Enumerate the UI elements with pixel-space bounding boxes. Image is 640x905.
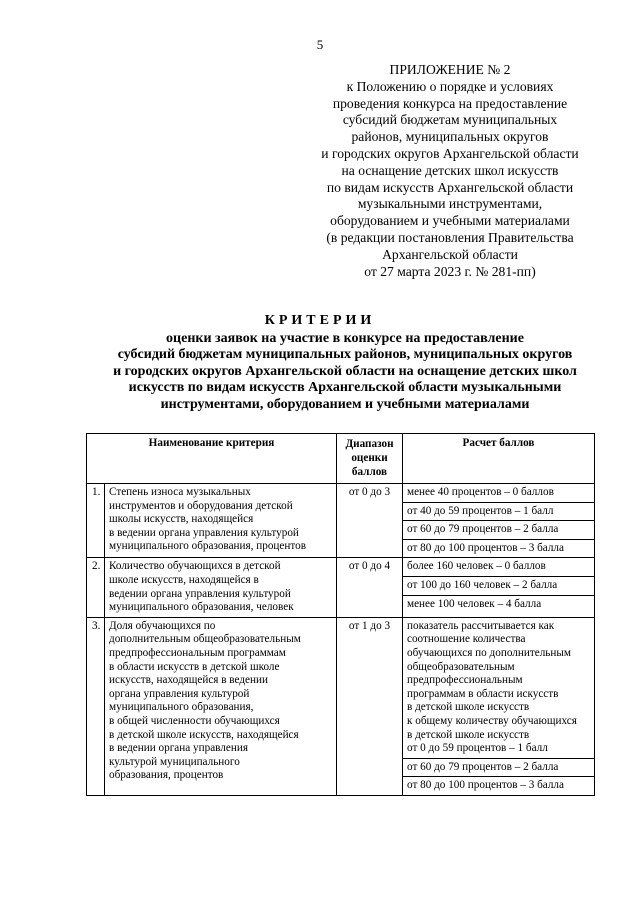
criterion-name-line: Количество обучающихся в детской [109, 560, 281, 573]
appendix-line: ПРИЛОЖЕНИЕ № 2 [389, 62, 511, 77]
table-row [87, 484, 595, 558]
calculation-line: к общему количеству обучающихся [407, 714, 577, 727]
criterion-name-line: в ведении органа управления [109, 742, 248, 755]
score-calculation [403, 617, 595, 795]
criterion-name [105, 484, 337, 558]
criterion-name-line: школы искусств, находящейся [109, 513, 254, 526]
criterion-name-line: предпрофессиональным программам [109, 646, 286, 659]
score-rule: от 40 до 59 процентов – 1 балл [403, 503, 594, 522]
criterion-name-line: образования, процентов [109, 769, 224, 782]
appendix-line: к Положению о порядке и условиях [346, 78, 554, 94]
criterion-name-line: в области искусств в детской школе [109, 660, 280, 673]
row-number: 1. [87, 484, 105, 558]
criterion-name-line: муниципального образования, [109, 701, 254, 714]
score-range: от 0 до 4 [337, 558, 403, 617]
score-rule: менее 100 человек – 4 балла [407, 597, 542, 610]
criterion-name-line: муниципального образования, процентов [109, 540, 306, 553]
score-rule: от 80 до 100 процентов – 3 балла [407, 541, 564, 554]
criterion-name-line: Доля обучающихся по [109, 619, 216, 632]
criterion-name-line: в детской школе искусств, находящейся [109, 728, 299, 741]
calculation-description [403, 618, 594, 759]
subtitle-line: искусств по видам искусств Архангельской области музыкальными [128, 380, 562, 396]
subtitle-line: оценки заявок на участие в конкурсе на предоставление [166, 331, 524, 346]
criterion-name-line: ведении органа управления культурой [109, 587, 291, 600]
criterion-name-line: искусств, находящейся в ведении [109, 674, 268, 687]
criterion-name-line: инструментов и оборудования детской [109, 499, 293, 512]
score-rule: от 80 до 100 процентов – 3 балла [407, 779, 564, 792]
criterion-name-line: Степень износа музыкальных [109, 486, 251, 498]
header-score-range [337, 434, 403, 484]
score-range: от 1 до 3 [337, 617, 403, 795]
criterion-name [105, 617, 337, 795]
row-number: 3. [87, 617, 105, 795]
score-rule: от 0 до 59 процентов – 1 балл [407, 742, 548, 755]
appendix-line: оборудованием и учебными материалами [330, 213, 570, 229]
calculation-line: программам в области искусств [407, 687, 559, 700]
appendix-line: музыкальными инструментами, [357, 196, 543, 212]
header-range-line: оценки [351, 452, 388, 464]
calculation-line: общеобразовательным [407, 660, 515, 673]
score-calculation [403, 558, 595, 617]
criterion-name-line: школе искусств, находящейся в [109, 573, 259, 586]
header-range-line: Диапазон [345, 438, 394, 450]
subtitle-line: инструментами, оборудованием и учебными материалами [160, 396, 530, 412]
criterion-name-line: муниципального образования, человек [109, 601, 294, 614]
header-score-calculation: Расчет баллов [403, 434, 595, 484]
calculation-line: обучающихся по дополнительным [407, 646, 571, 659]
score-rule: более 160 человек – 0 баллов [403, 558, 594, 577]
subtitle-line: и городских округов Архангельской области на оснащение детских школ [113, 363, 577, 379]
document-subtitle [50, 331, 640, 413]
appendix-line: субсидий бюджетам муниципальных [342, 112, 558, 128]
row-number: 2. [87, 558, 105, 617]
header-range-line: баллов [351, 466, 388, 478]
score-rule: менее 40 процентов – 0 баллов [403, 484, 594, 503]
calculation-line: предпрофессиональным [407, 674, 523, 687]
calculation-line: показатель рассчитывается как [407, 619, 555, 632]
criterion-name [105, 558, 337, 617]
criterion-name-line: в ведении органа управления культурой [109, 526, 299, 539]
criteria-table [86, 433, 595, 796]
appendix-line: и городских округов Архангельской области [321, 145, 579, 161]
appendix-line: Архангельской области [382, 246, 518, 262]
score-range: от 0 до 3 [337, 484, 403, 558]
table-row [87, 617, 595, 795]
table-row [87, 558, 595, 617]
header-criterion-name: Наименование критерия [87, 434, 337, 484]
appendix-line: проведения конкурса на предоставление [332, 95, 568, 111]
appendix-line: от 27 марта 2023 г. № 281-пп) [364, 263, 536, 279]
score-calculation [403, 484, 595, 558]
criterion-name-line: в общей численности обучающихся [109, 714, 280, 727]
appendix-line: на оснащение детских школ искусств [341, 162, 559, 178]
page-number: 5 [316, 37, 324, 52]
criterion-name-line: культурой муниципального [109, 755, 240, 768]
criterion-name-line: дополнительным общеобразовательным [109, 633, 301, 646]
appendix-line: по видам искусств Архангельской области [326, 179, 574, 195]
appendix-line: районов, муниципальных округов [351, 129, 549, 145]
score-rule: от 100 до 160 человек – 2 балла [403, 577, 594, 596]
criterion-name-line: органа управления культурой [109, 687, 250, 700]
table-header-row [87, 434, 595, 484]
document-title: КРИТЕРИИ [264, 313, 376, 328]
appendix-line: (в редакции постановления Правительства [326, 229, 574, 245]
calculation-line: в детской школе искусств [407, 728, 530, 741]
appendix-block [300, 62, 600, 280]
score-rule: от 60 до 79 процентов – 2 балла [403, 521, 594, 540]
calculation-line: в детской школе искусств [407, 701, 530, 714]
score-rule: от 60 до 79 процентов – 2 балла [403, 759, 594, 778]
calculation-line: соотношение количества [407, 633, 526, 646]
subtitle-line: субсидий бюджетам муниципальных районов, муниципальных округов [117, 347, 573, 363]
